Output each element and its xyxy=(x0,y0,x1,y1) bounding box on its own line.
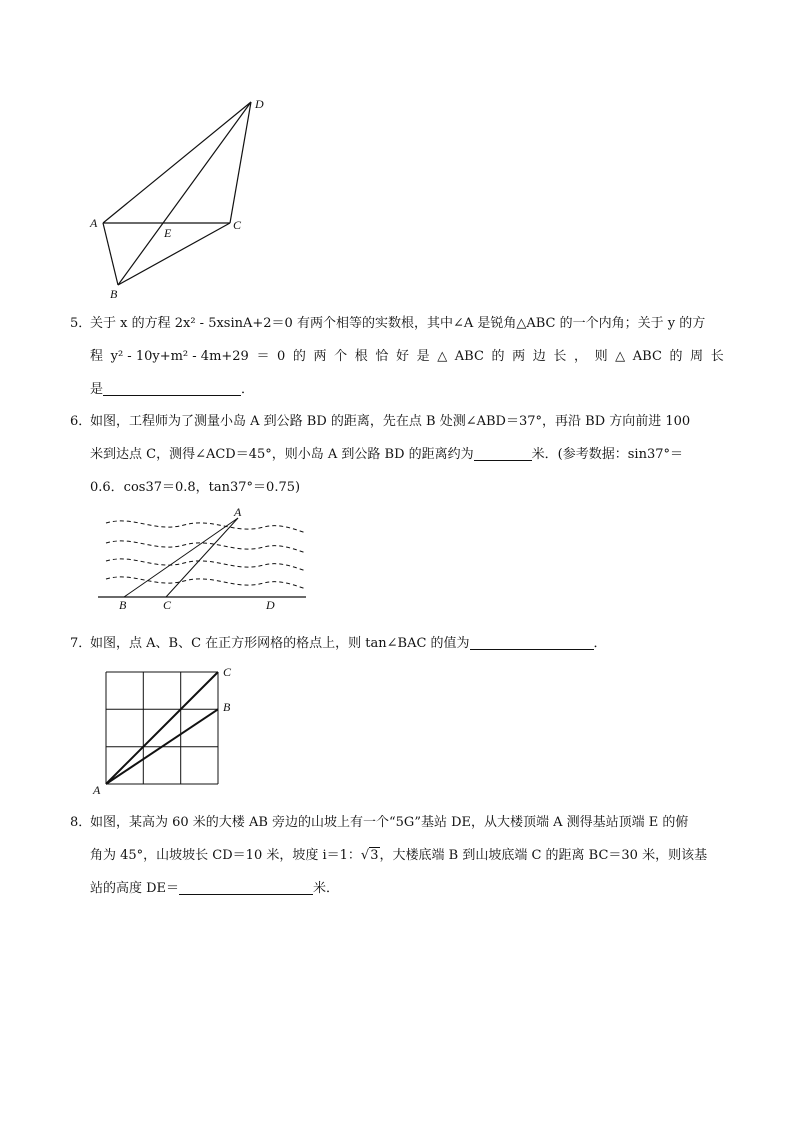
q8-number: 8． xyxy=(70,815,92,830)
q5-line2-token: ABC xyxy=(454,349,484,364)
label-a: A xyxy=(90,216,98,230)
q8-text-2-suffix: ，大楼底端 B 到山坡底端 C 的距离 BC＝30 米，则该基 xyxy=(379,848,708,863)
segment-bd xyxy=(118,102,251,285)
q8-suffix: 米． xyxy=(313,881,340,896)
figure-quadrilateral-abcd xyxy=(80,90,280,305)
label-c: C xyxy=(233,218,242,232)
q5-line2-token: 长 xyxy=(553,349,567,364)
wave-2 xyxy=(106,541,306,553)
q5-line2-token: 则 xyxy=(594,349,608,364)
q5-suffix-3: ． xyxy=(241,382,255,397)
segment-bc xyxy=(118,223,230,285)
wave-1 xyxy=(106,521,306,533)
q8-line-1 xyxy=(70,806,724,839)
q5-line2-token: 个 xyxy=(334,349,348,364)
q7-number: 7． xyxy=(70,636,92,651)
q5-line2-token: 两 xyxy=(512,349,526,364)
q5-line2-token: 周 xyxy=(690,349,704,364)
q5-line-2 xyxy=(70,340,724,373)
q5-line2-token: 的 xyxy=(491,349,505,364)
q6-label-a: A xyxy=(234,505,242,519)
q5-line2-token: 的 xyxy=(292,349,306,364)
q7-text: 如图，点 A、B、C 在正方形网格的格点上，则 tan∠BAC 的值为 xyxy=(90,636,470,651)
q6-text-2: 米到达点 C，测得∠ACD＝45°，则小岛 A 到公路 BD 的距离约为 xyxy=(90,447,474,462)
segment-ca xyxy=(166,518,238,597)
q7-line-1 xyxy=(70,627,724,660)
q5-line2-token: 是 xyxy=(416,349,430,364)
q6-line-3 xyxy=(70,471,724,504)
q5-line2-token: 根 xyxy=(354,349,368,364)
q5-line2-token: 恰 xyxy=(375,349,389,364)
q5-line2-token: ＝ xyxy=(256,349,270,364)
q7-answer-blank[interactable] xyxy=(470,633,594,650)
q6-text-2-suffix: 米．(参考数据：sin37°＝ xyxy=(531,447,683,462)
q5-answer-blank[interactable] xyxy=(103,379,241,396)
q6-text-1: 如图，工程师为了测量小岛 A 到公路 BD 的距离，先在点 B 处测∠ABD＝37°，再沿 BD 方向前进 100 xyxy=(90,414,691,429)
q7-label-c: C xyxy=(223,665,232,679)
sqrt-radicand: 3 xyxy=(370,848,379,863)
segment-ab xyxy=(103,223,118,285)
q6-number: 6． xyxy=(70,414,92,429)
label-d: D xyxy=(255,97,264,111)
wave-4 xyxy=(106,577,306,589)
q6-label-c: C xyxy=(163,598,172,612)
q6-label-d: D xyxy=(266,598,275,612)
segment-ad xyxy=(103,102,251,223)
segment-ba xyxy=(124,518,238,597)
question-6 xyxy=(70,405,724,504)
segment-cd xyxy=(230,102,251,223)
q5-line-3 xyxy=(70,373,724,406)
q5-prefix-3: 是 xyxy=(90,382,104,397)
q5-line2-token: 的 xyxy=(669,349,683,364)
q5-line2-token: 好 xyxy=(395,349,409,364)
q5-line2-token: 0 xyxy=(277,349,286,364)
q5-line2-token: ， xyxy=(573,349,587,364)
sqrt-symbol: √3 xyxy=(360,848,379,863)
q6-line-2 xyxy=(70,438,724,471)
q7-suffix: ． xyxy=(593,636,607,651)
q5-line-1 xyxy=(70,307,724,340)
q5-number: 5． xyxy=(70,316,92,331)
q8-text-2: 角为 45°，山坡坡长 CD＝10 米，坡度 i＝1： xyxy=(90,848,361,863)
wave-3 xyxy=(106,559,306,571)
segment-ac-grid xyxy=(106,672,218,784)
q5-line2-token: ABC xyxy=(632,349,662,364)
q5-line2-token: △ xyxy=(437,349,448,364)
q8-text-1: 如图，某高为 60 米的大楼 AB 旁边的山坡上有一个“5G”基站 DE，从大楼顶端 A 测得基站顶端 E 的俯 xyxy=(90,815,689,830)
label-b: B xyxy=(110,287,118,301)
q7-label-b: B xyxy=(223,700,231,714)
q5-line2-token: 程 xyxy=(90,349,104,364)
figure-square-grid xyxy=(90,660,250,800)
q6-label-b: B xyxy=(119,598,127,612)
q8-line-3 xyxy=(70,872,724,905)
q6-line-1 xyxy=(70,405,724,438)
question-7 xyxy=(70,627,724,660)
q8-line-2 xyxy=(70,839,724,872)
q7-label-a: A xyxy=(93,783,101,797)
q5-line2-token: y² - 10y+m² - 4m+29 xyxy=(110,349,249,364)
q6-text-3: 0.6．cos37＝0.8，tan37°＝0.75) xyxy=(90,480,301,495)
q5-line2-token: 两 xyxy=(313,349,327,364)
label-e: E xyxy=(164,226,172,240)
q6-answer-blank[interactable] xyxy=(474,444,532,461)
q8-answer-blank[interactable] xyxy=(179,878,313,895)
question-8 xyxy=(70,806,724,905)
q5-text-1: 关于 x 的方程 2x² - 5xsinA+2＝0 有两个相等的实数根，其中∠A 是锐角△ABC 的一个内角；关于 y 的方 xyxy=(90,316,706,331)
q5-line2-token: 长 xyxy=(710,349,724,364)
question-5 xyxy=(70,307,724,406)
q5-line2-token: 边 xyxy=(532,349,546,364)
q8-text-3: 站的高度 DE＝ xyxy=(90,881,180,896)
q5-line2-token: △ xyxy=(615,349,626,364)
figure-island-road xyxy=(94,505,314,615)
